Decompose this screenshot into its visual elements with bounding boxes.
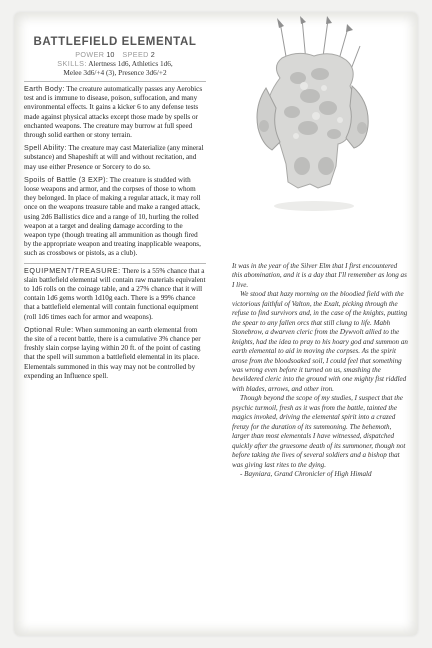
skills bbox=[24, 59, 206, 77]
skills-label: SKILLS: bbox=[57, 59, 87, 68]
ability-heading: Spell Ability: bbox=[24, 144, 67, 153]
story-paragraph: We stood that hazy morning on the bloodied field with the victorious faithful of Valton, the Exalt, picking through the refuse to find survivors and, in the case of the knights, putting the spear to any fallen orcs that still clung to life. Mabh Stonebrow, a dwarven cleric from the Dywvolt allied to the knights, had the idea to pray to his hoary god and summon an earth elemental to aid in moving the corpses. As the spirit arose from the bloodsoaked soil, I could feel that something was wrong even before it turned on us, smashing the bewildered cleric into the ground with one mighty fist riddled with blades, arrows, and other iron. bbox=[232, 290, 408, 393]
story-paragraph: It was in the year of the Silver Elm that I first encountered this abomination, and it is a day that I'll remember as long as I live. bbox=[232, 262, 407, 289]
earth-elemental-illustration bbox=[250, 16, 378, 216]
story-signature: - Bayniara, Grand Chronicler of High Himald bbox=[240, 469, 372, 478]
optional-rule bbox=[24, 326, 206, 381]
power-value: 10 bbox=[106, 50, 115, 59]
story-paragraph: Though beyond the scope of my studies, I suspect that the psychic turmoil, fresh as it was from the battle, tainted the magics invoked, driving the elemental spirit into a crazed frenzy for the duration of its summoning. The behemoth, larger than most elementals I have witnessed, dispatched quickly after the gruesome death of its summoner, though not before taking the lives of several soldiers and a bishop that was giving last rites to the dying. bbox=[232, 394, 406, 469]
ability-heading: Earth Body: bbox=[24, 85, 65, 93]
power-label: POWER bbox=[75, 50, 105, 59]
ability-heading: EQUIPMENT/TREASURE: bbox=[24, 266, 121, 275]
speed-value: 2 bbox=[150, 50, 155, 59]
divider bbox=[24, 263, 206, 264]
ability-text: The creature is studded with loose weapons and armor, and the corpses of those to whom they belonged. In place of making a regular attack, it may roll once on the weapons treasure table and make a ranged attack, using 2d6 Ballistics dice and a range of 10, hurling the rolled weapon at a target and dealing damage according to the weapon type (though treating all ammunition as though fired by the appropriate weapon and treating inapplicable weapons, such as crossbows or pistols, as a club). bbox=[24, 175, 201, 258]
ability-heading: Spoils of Battle (3 EXP): bbox=[24, 175, 109, 184]
skills-line-1: Alertness 1d6, Athletics 1d6, bbox=[88, 59, 173, 68]
ability-earth-body bbox=[24, 85, 206, 140]
ability-heading: Optional Rule: bbox=[24, 325, 74, 334]
speed-label: SPEED bbox=[122, 50, 149, 59]
ability-text: There is a 55% chance that a slain battlefield elemental will contain raw materials equivalent to 1d6 rolls on the coinage table, and a 27% chance that it will contain 1d6 gems worth 1d10g each. There is a 99% chance that a battlefield elemental will contain functional equipment (roll 1d6 times each for armor and weapons). bbox=[24, 266, 206, 321]
skills-line-2: Melee 3d6/+4 (3), Presence 3d6/+2 bbox=[63, 68, 167, 77]
equipment-treasure bbox=[24, 267, 206, 322]
ability-text: The creature may cast Materialize (any mineral substance) and Shapeshift at will and without recitation, and may use either Presence or Sorcery to do so. bbox=[24, 144, 204, 171]
ability-text: The creature automatically passes any Aerobics test and is immune to disease, poison, suffocation, and many environmental effects. It gains a kicker 6 to any defense tests made against physical attacks except those made by spells or enchanted weapons. The creature may burrow at full speed through solid earthen or stony terrain. bbox=[24, 85, 203, 140]
monster-title: BATTLEFIELD ELEMENTAL bbox=[33, 36, 197, 48]
ability-spell bbox=[24, 144, 206, 172]
monster-statblock bbox=[24, 36, 206, 385]
ability-spoils bbox=[24, 176, 206, 259]
ability-text: When summoning an earth elemental from the site of a recent battle, there is a cumulative 3% chance per freshly slain corpse laying within 20 ft. of the point of casting that the spell will summon a battlefield elemental in its place. Elementals summoned in this way may not be controlled by expending an Influence spell. bbox=[24, 325, 201, 380]
story-text bbox=[232, 262, 408, 479]
divider bbox=[24, 81, 206, 82]
stats-row bbox=[24, 50, 206, 59]
